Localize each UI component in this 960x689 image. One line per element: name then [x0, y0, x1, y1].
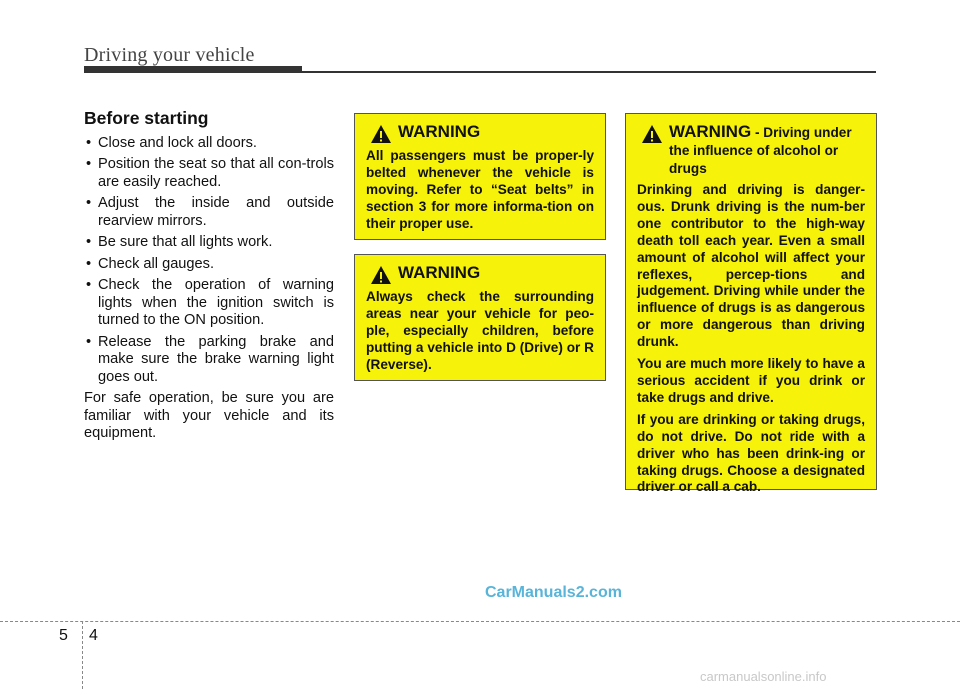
list-item: • Adjust the inside and outside rearview mirrors.: [84, 195, 334, 230]
list-item: • Check all gauges.: [84, 256, 334, 274]
list-item: • Close and lock all doors.: [84, 135, 334, 153]
source-watermark: carmanualsonline.info: [700, 669, 827, 684]
warning-text: All passengers must be proper-ly belted whenever the vehicle is moving. Refer to “Seat belts” in section 3 for more informa-tion on their proper use.: [366, 148, 594, 231]
warning-text: Drinking and driving is danger-ous. Drunk driving is the num-ber one contributor to the high-way death toll each year. Even a small amount of alcohol will affect your reflexes, percep-tions and judgement. Driving while under the influence of drugs is as dangerous or more dangerous than driving drunk.: [637, 182, 865, 350]
list-item: • Be sure that all lights work.: [84, 234, 334, 252]
warning-title: WARNING: [398, 122, 481, 141]
list-item: • Release the parking brake and make sure the brake warning light goes out.: [84, 334, 334, 387]
page-number: 4: [89, 627, 98, 644]
warning-title: WARNING: [398, 263, 481, 282]
warning-header-text: [669, 122, 865, 178]
warning-text: If you are drinking or taking drugs, do not drive. Do not ride with a driver who has been drink-ing or taking drugs. Choose a designated driver or call a cab.: [637, 411, 865, 495]
warning-header: [366, 263, 594, 285]
warning-text: You are much more likely to have a serious accident if you drink or take drugs and drive.: [637, 356, 865, 405]
checklist: [84, 135, 334, 387]
warning-triangle-icon: [370, 265, 392, 285]
warning-header: [366, 122, 594, 144]
section-number: 5: [59, 627, 68, 644]
warning-header: [637, 122, 865, 178]
section-heading: Before starting: [84, 108, 209, 128]
header-rule-thin: [302, 71, 876, 73]
warning-body: [366, 289, 594, 374]
header-rule-thick: [84, 66, 302, 73]
closing-paragraph: For safe operation, be sure you are familiar with your vehicle and its equipment.: [84, 390, 334, 441]
warning-title: WARNING: [669, 122, 752, 141]
footer-divider: [82, 621, 83, 689]
warning-box-seat-belts: [354, 113, 606, 240]
page-header-title: Driving your vehicle: [84, 44, 255, 66]
warning-body: [366, 148, 594, 233]
watermark-link[interactable]: CarManuals2.com: [485, 584, 622, 601]
list-item: • Position the seat so that all con-trols are easily reached.: [84, 156, 334, 191]
warning-triangle-icon: [370, 124, 392, 144]
warning-text: Always check the surrounding areas near your vehicle for peo-ple, especially children, before putting a vehicle into D (Drive) or R (Reverse).: [366, 289, 594, 372]
warning-subtitle: - Driving under the influence of alcohol or drugs: [669, 125, 852, 176]
before-starting-section: [84, 110, 334, 443]
warning-body: [637, 182, 865, 496]
warning-box-drunk-driving: [625, 113, 877, 495]
list-item: • Check the operation of warning lights when the ignition switch is turned to the ON position.: [84, 277, 334, 330]
warning-triangle-icon: [641, 124, 663, 144]
footer-rule: [0, 621, 960, 622]
warning-box-surroundings: [354, 254, 606, 381]
